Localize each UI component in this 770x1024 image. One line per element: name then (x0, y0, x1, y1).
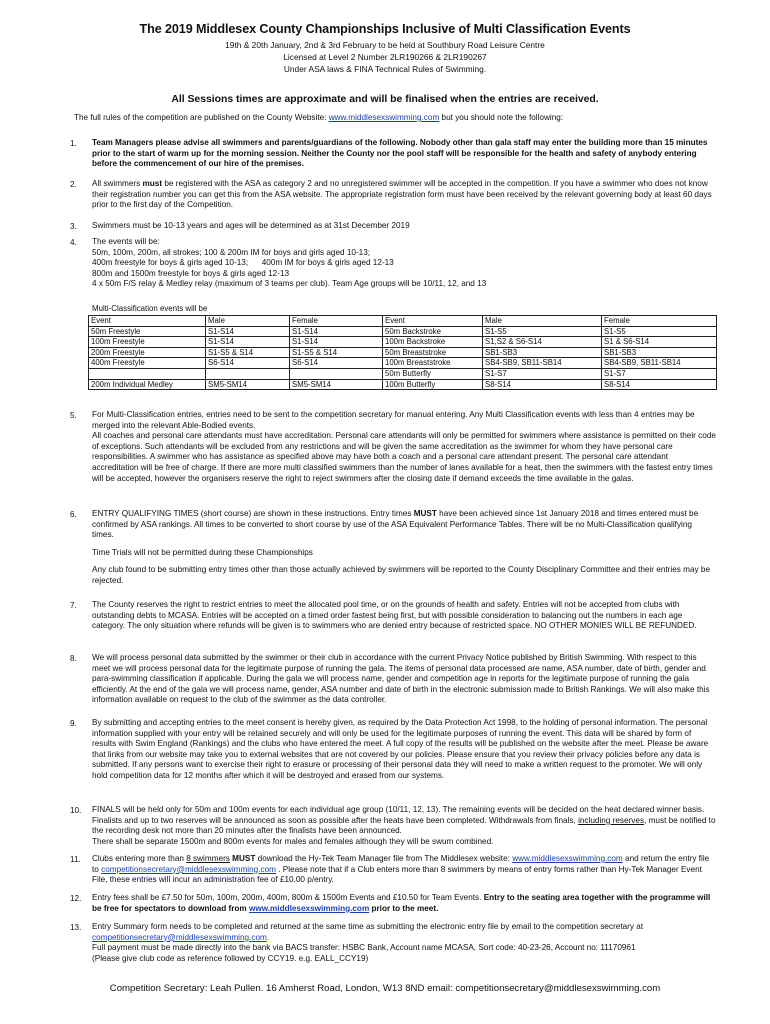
table-row (89, 368, 717, 379)
rule-13-text-end: . (266, 932, 270, 942)
rule-10-text-end: , must be notified to the recording desk not more than 20 minutes after the finalists have been announced. (92, 815, 716, 836)
rule-number: 10. (70, 806, 82, 815)
table-cell: 50m Breaststroke (383, 347, 483, 358)
table-header: Male (206, 316, 290, 327)
rule-6-text: ENTRY QUALIFYING TIMES (short course) are shown in these instructions. Entry times (92, 509, 414, 518)
rule-number: 5. (70, 411, 77, 420)
table-cell (290, 368, 383, 379)
rule-number: 9. (70, 719, 77, 728)
rule-6-text-end: have been achieved since 1st January 2018 and times entered must be confirmed by ASA rankings. All times to be converted to short course by use of the ASA Equivalent Performance Tables. There will be no Multi-Classification qualifying times. (92, 509, 699, 540)
rule-9-text: By submitting and accepting entries to the meet consent is hereby given, as required by the Data Protection Act 1998, to the holding of personal information. The personal information supplied with your entry will be retained securely and will only be used for the legitimate purposes of running the event. This data will be shared by form of results with Swim England (Rankings) and the clubs who have entered the meet. A full copy of the results will be published on the website after the meet. Please be aware that links from our website may take you to external websites that are not covered by our policies. Please ensure that you review their privacy policies before any data is submitted. If any persons want to exercise their right to erasure or processing of their personal data they will need to make a written request to the promoter. We will only hold competition data for 12 months after which it will be destroyed and erased from our systems. (92, 718, 709, 780)
table-cell: S1-S7 (602, 368, 717, 379)
rule-5 (92, 410, 716, 484)
table-cell: S1-S5 (483, 326, 602, 337)
table-cell: 200m Individual Medley (89, 379, 206, 390)
rule-4-line: 400m freestyle for boys & girls aged 10-13; 400m IM for boys & girls aged 12-13 (92, 258, 394, 268)
table-cell: SB4-SB9, SB11-SB14 (602, 358, 717, 369)
rule-11-underline: 8 swimmers (186, 854, 230, 863)
rule-10-text: FINALS will be held only for 50m and 100m events for each individual age group (10/11, 12, 13). The remaining events will be decided on the heat declared winner basis. Finalists and up to two reserves will be announced as soon as possible after the heats have been completed. Withdrawals from finals, (92, 805, 705, 825)
table-cell: 50m Butterfly (383, 368, 483, 379)
table-header: Male (483, 316, 602, 327)
laws-line: Under ASA laws & FINA Technical Rules of Swimming. (283, 64, 487, 74)
sessions-notice: All Sessions times are approximate and will be finalised when the entries are received. (171, 94, 599, 105)
rule-3-text: Swimmers must be 10-13 years and ages will be determined as at 31st December 2019 (92, 221, 410, 230)
rule-number: 11. (70, 855, 81, 864)
table-cell: S1-S7 (483, 368, 602, 379)
intro-line (74, 113, 563, 122)
rule-2 (92, 179, 716, 211)
rule-3 (92, 221, 716, 232)
table-cell: SB1-SB3 (483, 347, 602, 358)
rule-10-text: There shall be separate 1500m and 800m events for males and females although they will be swum combined. (92, 836, 494, 846)
table-row (89, 326, 717, 337)
table-cell: S1-S14 (206, 326, 290, 337)
table-row (89, 358, 717, 369)
table-cell (89, 368, 206, 379)
table-cell: 200m Freestyle (89, 347, 206, 358)
rule-12-bold-end: prior to the meet. (369, 903, 439, 913)
rule-1-text: Team Managers please advise all swimmers and parents/guardians of the following. Nobody other than gala staff may enter the building more than 15 minutes prior to the start of warm up for the morning session. Neither the County nor the pool staff will be responsible for the health and safety of anybody entering before the commencement of our hire of the premises. (92, 138, 708, 169)
rule-12-text: Entry fees shall be £7.50 for 50m, 100m, 200m, 400m, 800m & 1500m Events and £10.50 for Team Events. (92, 893, 484, 902)
rule-11-text: download the Hy-Tek Team Manager file from The Middlesex website: (255, 854, 513, 863)
table-cell: S1-S5 & S14 (290, 347, 383, 358)
rule-number: 13. (70, 923, 82, 932)
rule-2-text-end: be registered with the ASA as category 2 and no unregistered swimmer will be accepted in the competition. If you have a swimmer who does not know their registration number you can get this from the ASA website. The appropriate registration form must have been received by the relevant governing body at least 60 days prior to the first day of the Competition. (92, 179, 712, 210)
table-cell: SM5-SM14 (290, 379, 383, 390)
licence-line: Licensed at Level 2 Number 2LR190266 & 2LR190267 (283, 52, 487, 62)
events-table (88, 315, 717, 390)
table-cell: S8-S14 (602, 379, 717, 390)
rule-13 (92, 922, 716, 964)
table-cell: S1-S14 (290, 337, 383, 348)
table-cell: 100m Backstroke (383, 337, 483, 348)
table-cell: S1-S5 (602, 326, 717, 337)
document-title: The 2019 Middlesex County Championships Inclusive of Multi Classification Events (139, 22, 631, 36)
rule-13-text: Entry Summary form needs to be completed and returned at the same time as submitting the electronic entry file by email to the competition secretary at (92, 922, 644, 931)
table-cell: S1 & S6-S14 (602, 337, 717, 348)
table-cell: S6-S14 (206, 358, 290, 369)
table-row (89, 379, 717, 390)
rule-11 (92, 854, 716, 886)
rule-8 (92, 653, 716, 706)
rule-4-line: 800m and 1500m freestyle for boys & girls aged 12-13 (92, 268, 290, 278)
website-link[interactable]: www.middlesexswimming.com (328, 113, 440, 122)
table-cell: SB4-SB9, SB11-SB14 (483, 358, 602, 369)
rule-13-text: (Please give club code as reference followed by CCY19. e.g. EALL_CCY19) (92, 953, 369, 963)
rule-13-text: Full payment must be made directly into the bank via BACS transfer: HSBC Bank, Account name MCASA, Sort code: 40-23-26, Account no: 11170961 (92, 943, 636, 953)
rule-number: 12. (70, 894, 82, 903)
rule-6-bold: MUST (413, 509, 437, 518)
rule-6-text: Any club found to be submitting entry times other than those actually achieved by swimmers will be reported to the County Disciplinary Committee and their entries may be rejected. (92, 565, 710, 585)
table-cell: 400m Freestyle (89, 358, 206, 369)
rule-12-bold: Entry to the seating area together with the programme will be free for spectators to download from (92, 893, 711, 913)
rule-number: 6. (70, 510, 77, 519)
table-row (89, 337, 717, 348)
table-cell: S1-S14 (290, 326, 383, 337)
rule-number: 3. (70, 222, 77, 231)
email-link[interactable]: competitionsecretary@middlesexswimming.com (92, 932, 267, 942)
table-cell (206, 368, 290, 379)
website-link[interactable]: www.middlesexswimming.com (512, 854, 623, 863)
rule-5-text: For Multi-Classification entries, entries need to be sent to the competition secretary for manual entering. Any Multi Classification events with less than 4 entries may be merged into the relevant Able-Bodied events. (92, 410, 695, 430)
table-cell: S1-S5 & S14 (206, 347, 290, 358)
rule-7 (92, 600, 716, 632)
table-cell: S8-S14 (483, 379, 602, 390)
rule-6 (92, 509, 716, 587)
table-cell: 100m Butterfly (383, 379, 483, 390)
rule-6-text: Time Trials will not be permitted during these Championships (92, 547, 313, 557)
rule-8-text: We will process personal data submitted by the swimmer or their club in accordance with the current Privacy Notice published by British Swimming. With respect to this meet we will process personal data for the legitimate purpose of running the gala. The items of personal data processed are name, ASA number, date of birth, gender and para-swimming classification if applicable. During the gala we will process name, gender and competition age in reports for the legitimate purpose of running the gala efficiently. At the end of the gala we will process name, gender, ASA number and date of birth in the electronic submission made to British Rankings. We will also make this information available on request to the club of the swimmer as the data controller. (92, 653, 710, 705)
rule-11-bold: MUST (232, 854, 256, 863)
rule-10 (92, 805, 716, 847)
table-header-row (89, 316, 717, 327)
rule-number: 8. (70, 654, 77, 663)
table-header: Female (602, 316, 717, 327)
rule-number: 1. (70, 139, 77, 148)
table-cell: 100m Freestyle (89, 337, 206, 348)
table-cell: SB1-SB3 (602, 347, 717, 358)
rule-4-line: 50m, 100m, 200m, all strokes; 100 & 200m IM for boys and girls aged 10-13; (92, 247, 371, 257)
table-cell: 50m Backstroke (383, 326, 483, 337)
table-header: Event (89, 316, 206, 327)
table-cell: S1-S14 (206, 337, 290, 348)
table-row (89, 347, 717, 358)
footer-contact: Competition Secretary: Leah Pullen. 16 Amherst Road, London, W13 8ND email: competitionsecretary@middlesexswimming.com (109, 983, 661, 994)
rule-4-line: 4 x 50m F/S relay & Medley relay (maximum of 3 teams per club). Team Age groups will be 10/11, 12, and 13 (92, 279, 487, 289)
email-link[interactable]: competitionsecretary@middlesexswimming.com (101, 864, 276, 874)
table-cell: S6-S14 (290, 358, 383, 369)
rule-2-text: All swimmers (92, 179, 143, 188)
rule-11-text: and return the entry file to (92, 854, 710, 874)
event-dates: 19th & 20th January, 2nd & 3rd February to be held at Southbury Road Leisure Centre (225, 40, 545, 50)
intro-text: The full rules of the competition are published on the County Website: (74, 113, 329, 122)
rule-7-text: The County reserves the right to restrict entries to meet the allocated pool time, or on the grounds of health and safety. Entries will not be accepted from clubs with outstanding debts to MCASA. Entries will be accepted on a timed order fastest being first, but with possible consideration to balancing out the numbers in each age category. The only situation where refunds will be given is to swimmers who are denied entry because of restricted space. NO OTHER MONIES WILL BE REFUNDED. (92, 600, 697, 631)
rule-11-text-end: . Please note that if a Club enters more than 8 swimmers by means of entry forms rather than Hy-Tek Manager Event File, these entries will incur an administration fee of £10.00 p/entry. (92, 864, 702, 885)
table-cell: 50m Freestyle (89, 326, 206, 337)
rule-12 (92, 893, 716, 914)
rule-10-underline: including reserves (578, 815, 645, 825)
rule-5-text: All coaches and personal care attendants must have accreditation. Personal care attendants will only be permitted for swimmers where assistance is permitted on their code of exceptions. Such attendants will be excluded from any restrictions and will be given the same accreditation as the swimmer for whom they have personal care responsibilities. A swimmer who has assistance as specified above may have both a coach and a personal care attendant present. The personal care attendant accreditation will be free of charge. If there are more multi classified swimmers than the number of lanes available for a heat, then the swimmers with the fastest entry times will be accepted, however the organisers reserve the right to reject swimmers after the closing date if demand exceeds the time available in the galas. (92, 431, 716, 483)
intro-text-end: but you should note the following: (439, 113, 564, 122)
website-link[interactable]: www.middlesexswimming.com (248, 903, 370, 913)
rule-number: 4. (70, 238, 77, 247)
rule-9 (92, 718, 716, 782)
rule-number: 7. (70, 601, 77, 610)
rule-1 (92, 138, 716, 170)
rule-2-bold: must (142, 179, 163, 188)
table-cell: SM5-SM14 (206, 379, 290, 390)
table-cell: 100m Breaststroke (383, 358, 483, 369)
table-header: Female (290, 316, 383, 327)
rule-4-line: The events will be: (92, 237, 160, 246)
rule-number: 2. (70, 180, 77, 189)
table-cell: S1,S2 & S6-S14 (483, 337, 602, 348)
rule-4 (92, 237, 716, 290)
table-header: Event (383, 316, 483, 327)
rule-11-text: Clubs entering more than (92, 854, 187, 863)
table-caption: Multi-Classification events will be (92, 304, 208, 313)
